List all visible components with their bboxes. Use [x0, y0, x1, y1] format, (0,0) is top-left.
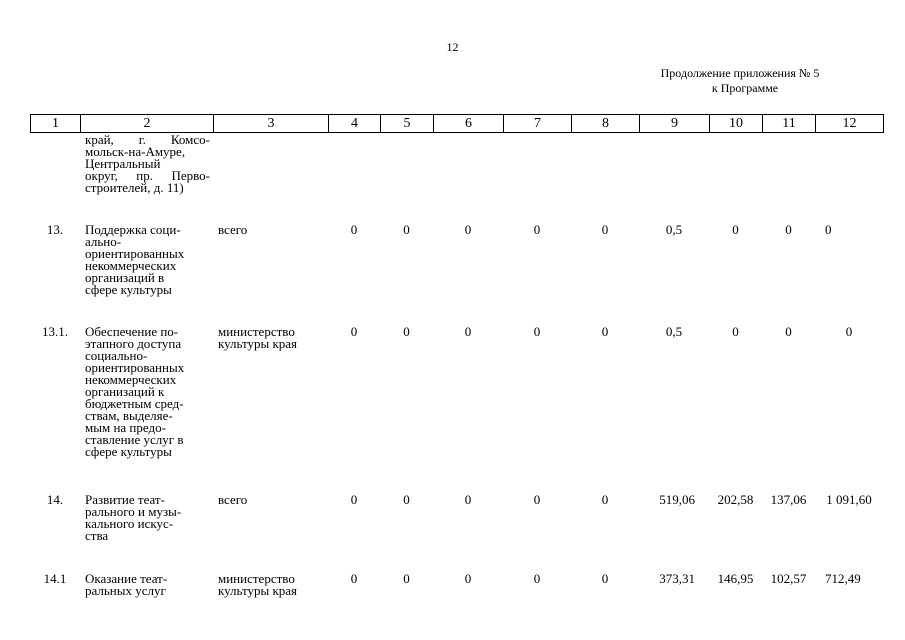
row-value: 0 — [464, 324, 472, 339]
row-value: 0 — [732, 324, 739, 339]
row-value: 0 — [403, 492, 410, 507]
row-name-line: ориентированных — [85, 246, 185, 261]
row-value: 712,49 — [825, 571, 861, 586]
row-name — [85, 224, 210, 296]
row-value: 0 — [601, 324, 609, 339]
row-value: 137,06 — [770, 492, 807, 507]
row-executor-line: министерство — [218, 571, 295, 586]
row-value: 0 — [350, 571, 358, 586]
row-value: 202,58 — [717, 492, 754, 507]
row-value: 0 — [533, 492, 541, 507]
appendix-caption-line2: к Программе — [711, 81, 779, 95]
row-number: 13.1. — [42, 324, 68, 339]
row-value: 102,57 — [770, 571, 807, 586]
row-name-line: этапного доступа — [85, 336, 182, 351]
row-value: 0 — [464, 571, 472, 586]
row-name-line: ориентированных — [85, 360, 185, 375]
row-name — [85, 573, 210, 597]
row-value: 0 — [403, 222, 410, 237]
row-name-line: строителей, д. 11) — [85, 180, 184, 195]
row-name-line: ствам, выделяе- — [85, 408, 173, 423]
row-value: 0 — [464, 492, 472, 507]
column-header-row — [31, 115, 884, 133]
row-value: 0 — [732, 222, 739, 237]
row-name — [85, 494, 210, 542]
row-name — [85, 326, 210, 458]
row-name-line: ральных услуг — [85, 583, 166, 598]
row-name-line: Развитие теат- — [85, 492, 165, 507]
row-name-line: округ, пр. Перво- — [85, 168, 210, 183]
row-name-line: ставление услуг в — [85, 432, 184, 447]
column-header-cell: 10 — [710, 115, 763, 133]
row-executor-line: всего — [218, 492, 248, 507]
row-name-line: ально- — [85, 234, 122, 249]
row-name-line: ства — [85, 528, 109, 543]
column-header-cell: 2 — [81, 115, 214, 133]
row-name — [85, 134, 210, 194]
row-executor-line: министерство — [218, 324, 295, 339]
row-name-line: организаций в — [85, 270, 165, 285]
column-header-cell: 11 — [763, 115, 816, 133]
row-executor — [218, 494, 323, 506]
row-name-line: кального искус- — [85, 516, 174, 531]
row-value: 0 — [533, 222, 541, 237]
row-number: 14. — [46, 492, 64, 507]
appendix-caption-line1: Продолжение приложения № 5 — [660, 66, 820, 80]
column-header-cell: 8 — [572, 115, 640, 133]
row-value: 0 — [601, 222, 609, 237]
row-name-line: мым на предо- — [85, 420, 166, 435]
row-value: 0 — [533, 571, 541, 586]
row-value: 0 — [350, 324, 358, 339]
row-executor-line: культуры края — [218, 336, 298, 351]
row-executor-line: всего — [218, 222, 248, 237]
row-executor-line: культуры края — [218, 583, 298, 598]
page-number: 12 — [446, 40, 459, 54]
row-number: 13. — [46, 222, 64, 237]
row-name-line: мольск-на-Амуре, — [85, 144, 186, 159]
column-header-cell: 4 — [329, 115, 381, 133]
row-name-line: Обеспечение по- — [85, 324, 179, 339]
appendix-caption — [600, 66, 905, 96]
row-value: 0,5 — [665, 324, 683, 339]
row-executor — [218, 224, 323, 236]
row-value: 0 — [350, 222, 358, 237]
column-header-cell: 1 — [31, 115, 81, 133]
column-header-cell: 6 — [434, 115, 504, 133]
row-name-line: сфере культуры — [85, 282, 172, 297]
column-header-table — [30, 114, 884, 133]
row-value: 519,06 — [659, 492, 695, 507]
column-header-cell: 12 — [816, 115, 884, 133]
row-value: 0 — [845, 324, 853, 339]
row-value: 1 091,60 — [826, 492, 872, 507]
row-value: 0 — [403, 324, 410, 339]
row-value: 0 — [403, 571, 410, 586]
row-name-line: Поддержка соци- — [85, 222, 181, 237]
row-name-line: Оказание теат- — [85, 571, 168, 586]
row-name-line: бюджетным сред- — [85, 396, 184, 411]
row-name-line: край, г. Комсо- — [85, 132, 210, 147]
row-name-line: социально- — [85, 348, 148, 363]
row-executor — [218, 573, 323, 597]
row-value: 0 — [601, 492, 609, 507]
row-value: 0,5 — [665, 222, 683, 237]
row-value: 0 — [785, 324, 792, 339]
row-value: 0 — [533, 324, 541, 339]
row-name-line: организаций к — [85, 384, 165, 399]
row-name-line: некоммерческих — [85, 258, 177, 273]
column-header-cell: 5 — [381, 115, 434, 133]
row-name-line: рального и музы- — [85, 504, 182, 519]
row-value: 0 — [825, 222, 832, 237]
row-value: 146,95 — [717, 571, 754, 586]
column-header-cell: 3 — [214, 115, 329, 133]
row-number: 14.1 — [43, 571, 67, 586]
row-value: 373,31 — [659, 571, 695, 586]
row-value: 0 — [601, 571, 609, 586]
row-executor — [218, 326, 323, 350]
row-name-line: Центральный — [85, 156, 161, 171]
column-header-cell: 9 — [640, 115, 710, 133]
column-header-cell: 7 — [504, 115, 572, 133]
row-name-line: некоммерческих — [85, 372, 177, 387]
row-name-line: сфере культуры — [85, 444, 172, 459]
row-value: 0 — [785, 222, 792, 237]
row-value: 0 — [350, 492, 358, 507]
row-value: 0 — [464, 222, 472, 237]
